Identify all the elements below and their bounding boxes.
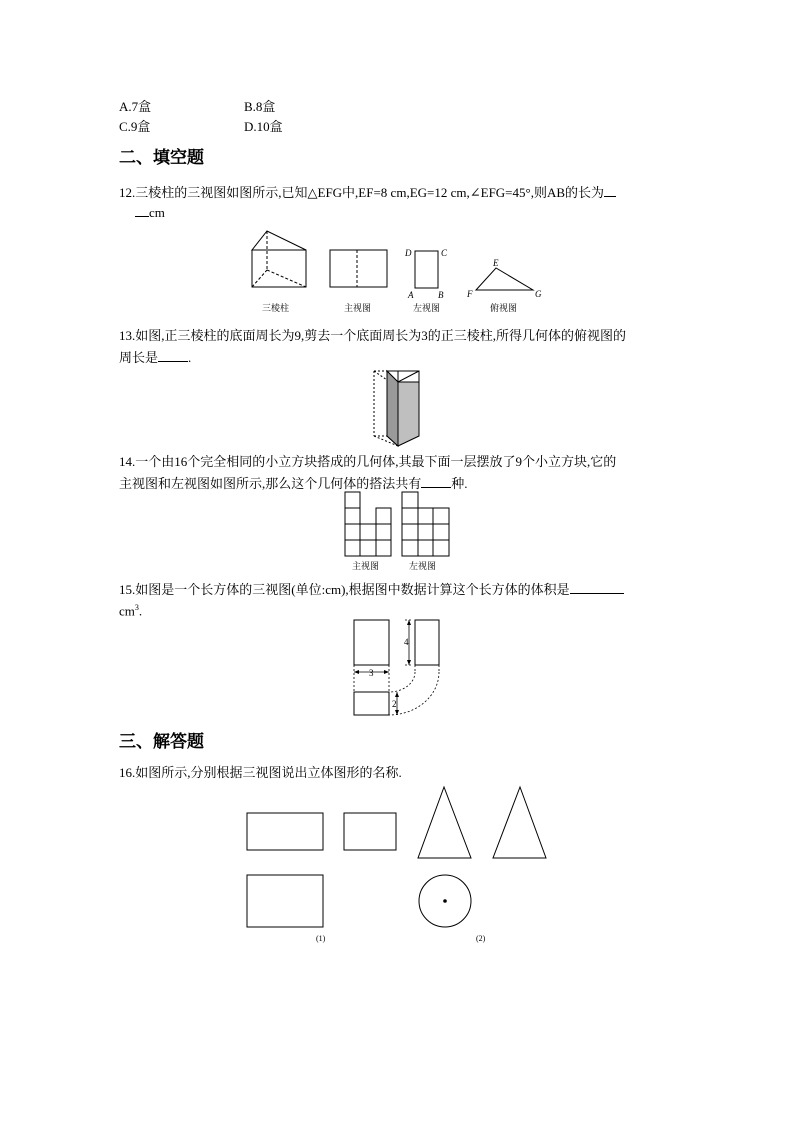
q15-line1-text: 15.如图是一个长方体的三视图(单位:cm),根据图中数据计算这个长方体的体积是 — [119, 582, 570, 597]
q15-dim-height: 4 — [404, 637, 409, 647]
q16-1-side-view — [344, 813, 396, 850]
q16-2-front-view — [418, 787, 471, 858]
q12-caption-top: 俯视图 — [490, 303, 518, 313]
q13-line2 — [119, 347, 191, 367]
q14-line2-text: 主视图和左视图如图所示,那么这个几何体的搭法共有 — [119, 476, 422, 491]
q16-2-side-view — [493, 787, 546, 858]
option-a: A.7盒 — [119, 99, 152, 114]
q16-1-top-view — [247, 875, 323, 927]
q16-label-2: (2) — [476, 934, 486, 943]
q12-caption-prism: 三棱柱 — [262, 303, 290, 313]
q15-blank — [570, 579, 624, 594]
q12-main-view — [330, 250, 387, 287]
q15-line2 — [119, 599, 142, 620]
q12-point-c: C — [441, 248, 448, 258]
q15-unit-sup: 3 — [134, 603, 139, 612]
q12-top-view — [476, 268, 533, 290]
q14-main-view-grid — [345, 492, 391, 556]
q15-front-view — [354, 620, 389, 665]
q12-unit: cm — [149, 205, 165, 220]
section-title-fill-in: 二、填空题 — [119, 148, 204, 167]
option-c: C.9盒 — [119, 119, 151, 134]
q15-dim-depth: 2 — [392, 699, 397, 709]
q15-side-view — [415, 620, 439, 665]
q16-label-1: (1) — [316, 934, 326, 943]
q13-line2-text: 周长是 — [119, 350, 159, 365]
q13-blank — [158, 347, 188, 362]
q16-1-front-view — [247, 813, 323, 850]
q12-line1: 12.三棱柱的三视图如图所示,已知△EFG中,EF=8 cm,EG=12 cm,∠EFG=45°,则AB的长为 — [119, 185, 605, 200]
q12-caption-main: 主视图 — [344, 303, 372, 313]
q16-figure-1 — [247, 813, 396, 927]
q14-caption-left: 左视图 — [409, 561, 437, 571]
q16-figure-2 — [418, 787, 546, 927]
q12-point-b: B — [438, 290, 444, 300]
q15-three-views — [354, 620, 439, 715]
q15-unit: cm — [119, 603, 135, 619]
q15-line1 — [119, 579, 624, 599]
q12-point-g: G — [535, 289, 542, 299]
q15-line2-end: . — [138, 603, 143, 619]
q14-line2 — [119, 473, 468, 493]
q14-left-view-grid — [402, 492, 449, 556]
q14-blank — [421, 473, 451, 488]
q14-caption-main: 主视图 — [352, 561, 380, 571]
q12-left-view — [415, 251, 438, 288]
q12-caption-left: 左视图 — [413, 303, 441, 313]
q15-top-view — [354, 692, 389, 715]
q12-point-d: D — [405, 248, 412, 258]
q12-point-a: A — [408, 290, 414, 300]
q12-point-f: F — [467, 289, 473, 299]
q15-dim-width: 3 — [369, 668, 374, 678]
q16-2-center-point — [443, 899, 447, 903]
section-title-answer: 三、解答题 — [119, 732, 204, 751]
q14-line2-end: 种. — [451, 476, 468, 491]
q16-line1: 16.如图所示,分别根据三视图说出立体图形的名称. — [119, 765, 402, 780]
option-b: B.8盒 — [244, 99, 276, 114]
option-d: D.10盒 — [244, 119, 283, 134]
q13-prism-figure — [374, 371, 419, 446]
q13-line2-end: . — [188, 350, 192, 365]
q14-line1: 14.一个由16个完全相同的小立方块搭成的几何体,其最下面一层摆放了9个小立方块,它的 — [119, 454, 617, 469]
q12-point-e: E — [493, 258, 499, 268]
q12-prism-figure — [252, 231, 306, 287]
q13-line1: 13.如图,正三棱柱的底面周长为9,剪去一个底面周长为3的正三棱柱,所得几何体的俯视图的 — [119, 328, 627, 343]
